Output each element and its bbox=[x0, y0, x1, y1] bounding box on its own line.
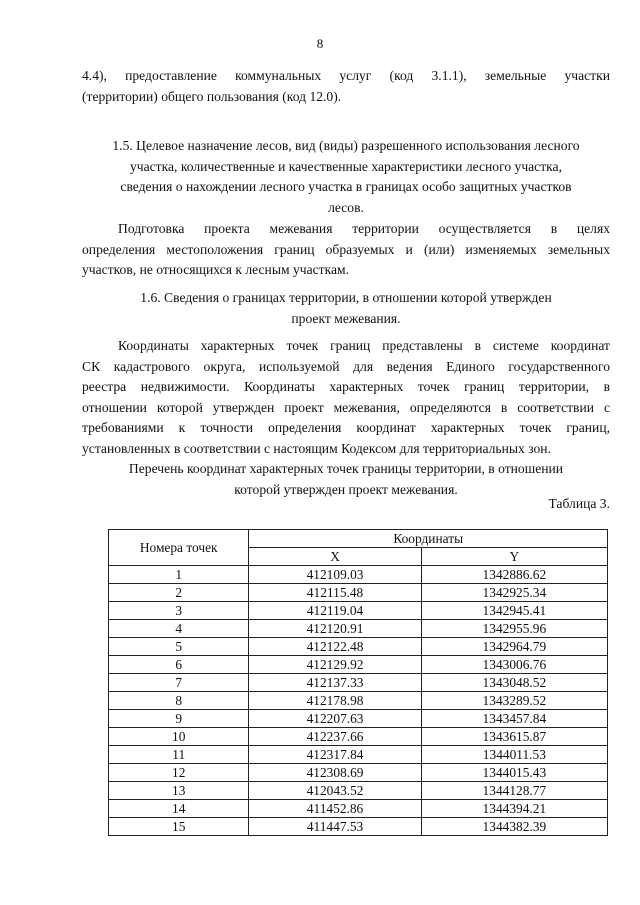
point-number-cell: 4 bbox=[109, 620, 249, 638]
heading-line: сведения о нахождении лесного участка в границах особо защитных участков bbox=[120, 179, 572, 194]
table-row bbox=[109, 566, 608, 584]
y-coordinate-cell: 1344394.21 bbox=[421, 800, 607, 818]
section-1-6-body bbox=[82, 336, 610, 459]
header-x: X bbox=[249, 548, 421, 566]
point-number-cell: 9 bbox=[109, 710, 249, 728]
y-coordinate-cell: 1342964.79 bbox=[421, 638, 607, 656]
x-coordinate-cell: 411452.86 bbox=[249, 800, 421, 818]
x-coordinate-cell: 412109.03 bbox=[249, 566, 421, 584]
table-row bbox=[109, 764, 608, 782]
table-row bbox=[109, 620, 608, 638]
section-1-6-heading bbox=[82, 288, 610, 329]
header-points: Номера точек bbox=[109, 530, 249, 566]
x-coordinate-cell: 411447.53 bbox=[249, 818, 421, 836]
point-number-cell: 10 bbox=[109, 728, 249, 746]
table-body bbox=[109, 566, 608, 836]
heading-line: проект межевания. bbox=[291, 310, 401, 326]
point-number-cell: 2 bbox=[109, 584, 249, 602]
x-coordinate-cell: 412178.98 bbox=[249, 692, 421, 710]
table-row bbox=[109, 638, 608, 656]
x-coordinate-cell: 412122.48 bbox=[249, 638, 421, 656]
y-coordinate-cell: 1343615.87 bbox=[421, 728, 607, 746]
point-number-cell: 14 bbox=[109, 800, 249, 818]
y-coordinate-cell: 1343457.84 bbox=[421, 710, 607, 728]
x-coordinate-cell: 412237.66 bbox=[249, 728, 421, 746]
y-coordinate-cell: 1343006.76 bbox=[421, 656, 607, 674]
intro-line: (территории) общего пользования (код 12.0). bbox=[82, 88, 342, 104]
y-coordinate-cell: 1342955.96 bbox=[421, 620, 607, 638]
x-coordinate-cell: 412207.63 bbox=[249, 710, 421, 728]
coordinates-table bbox=[108, 529, 608, 836]
x-coordinate-cell: 412115.48 bbox=[249, 584, 421, 602]
x-coordinate-cell: 412317.84 bbox=[249, 746, 421, 764]
y-coordinate-cell: 1342925.34 bbox=[421, 584, 607, 602]
heading-line: участка, количественные и качественные характеристики лесного участка, bbox=[129, 158, 562, 174]
table-header-row bbox=[109, 530, 608, 548]
body-line: Координаты характерных точек границ представлены в системе координат bbox=[118, 338, 610, 353]
table-row bbox=[109, 584, 608, 602]
point-number-cell: 15 bbox=[109, 818, 249, 836]
x-coordinate-cell: 412043.52 bbox=[249, 782, 421, 800]
table-row bbox=[109, 800, 608, 818]
y-coordinate-cell: 1343289.52 bbox=[421, 692, 607, 710]
point-number-cell: 12 bbox=[109, 764, 249, 782]
section-1-5-heading bbox=[82, 136, 610, 218]
point-number-cell: 8 bbox=[109, 692, 249, 710]
x-coordinate-cell: 412137.33 bbox=[249, 674, 421, 692]
body-line: Подготовка проекта межевания территории осуществляется в целях bbox=[118, 221, 610, 236]
table-row bbox=[109, 602, 608, 620]
y-coordinate-cell: 1344128.77 bbox=[421, 782, 607, 800]
point-number-cell: 11 bbox=[109, 746, 249, 764]
section-1-5-body bbox=[82, 219, 610, 281]
body-line: требованиями к точности определения координат характерных точек границ, bbox=[82, 420, 610, 435]
point-number-cell: 3 bbox=[109, 602, 249, 620]
body-line: участков, не относящихся к лесным участкам. bbox=[82, 262, 350, 277]
header-y: Y bbox=[421, 548, 607, 566]
point-number-cell: 13 bbox=[109, 782, 249, 800]
intro-line: 4.4), предоставление коммунальных услуг (код 3.1.1), земельные участки bbox=[82, 68, 610, 83]
table-row bbox=[109, 674, 608, 692]
body-line: отношении которой утвержден проект межевания, определяются в соответствии с bbox=[82, 399, 610, 415]
caption-line: Перечень координат характерных точек границы территории, в отношении bbox=[128, 461, 564, 476]
page-number: 8 bbox=[316, 36, 324, 51]
body-line: установленных в соответствии с настоящим Кодексом для территориальных зон. bbox=[82, 440, 551, 456]
table-row bbox=[109, 710, 608, 728]
table-row bbox=[109, 746, 608, 764]
table-caption bbox=[82, 459, 610, 500]
x-coordinate-cell: 412119.04 bbox=[249, 602, 421, 620]
body-line: реестра недвижимости. Координаты характерных точек границ территории, в bbox=[82, 379, 610, 394]
y-coordinate-cell: 1344382.39 bbox=[421, 818, 607, 836]
y-coordinate-cell: 1343048.52 bbox=[421, 674, 607, 692]
heading-line: 1.5. Целевое назначение лесов, вид (виды) разрешенного использования лесного bbox=[112, 138, 580, 153]
y-coordinate-cell: 1342945.41 bbox=[421, 602, 607, 620]
point-number-cell: 1 bbox=[109, 566, 249, 584]
heading-line: 1.6. Сведения о границах территории, в отношении которой утвержден bbox=[140, 290, 552, 305]
x-coordinate-cell: 412120.91 bbox=[249, 620, 421, 638]
table-label: Таблица 3. bbox=[548, 496, 610, 511]
intro-paragraph bbox=[82, 66, 610, 107]
point-number-cell: 7 bbox=[109, 674, 249, 692]
heading-line: лесов. bbox=[328, 199, 364, 215]
point-number-cell: 6 bbox=[109, 656, 249, 674]
x-coordinate-cell: 412308.69 bbox=[249, 764, 421, 782]
x-coordinate-cell: 412129.92 bbox=[249, 656, 421, 674]
table-row bbox=[109, 656, 608, 674]
table-row bbox=[109, 692, 608, 710]
header-coordinates: Координаты bbox=[249, 530, 608, 548]
body-line: СК кадастрового округа, используемой для ведения Единого государственного bbox=[82, 358, 610, 374]
body-line: определения местоположения границ образуемых и (или) изменяемых земельных bbox=[82, 241, 610, 257]
point-number-cell: 5 bbox=[109, 638, 249, 656]
y-coordinate-cell: 1344015.43 bbox=[421, 764, 607, 782]
y-coordinate-cell: 1342886.62 bbox=[421, 566, 607, 584]
table-row bbox=[109, 818, 608, 836]
caption-line: которой утвержден проект межевания. bbox=[234, 481, 458, 497]
table-row bbox=[109, 728, 608, 746]
y-coordinate-cell: 1344011.53 bbox=[421, 746, 607, 764]
table-row bbox=[109, 782, 608, 800]
